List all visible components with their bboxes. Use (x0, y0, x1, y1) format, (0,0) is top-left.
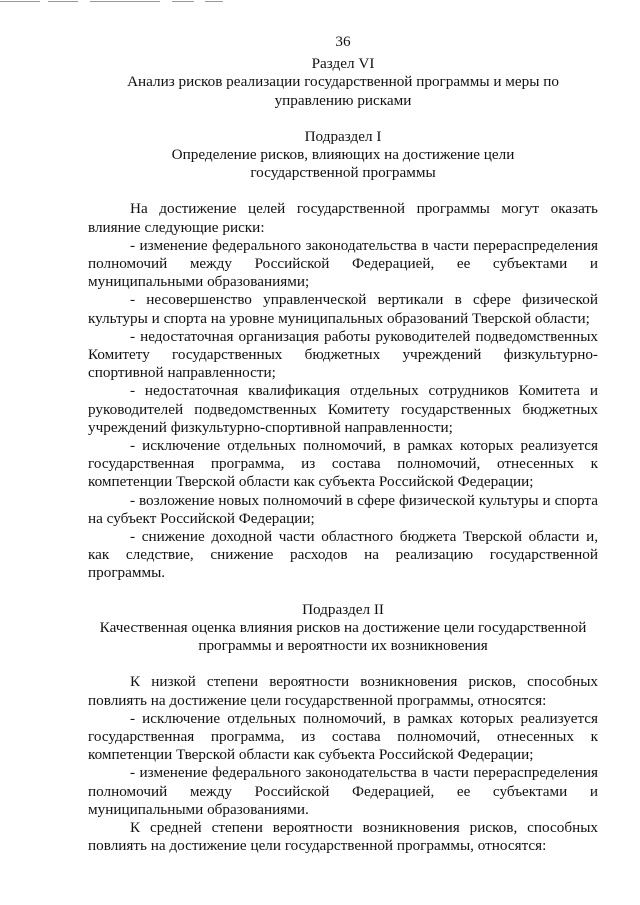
section-title: Раздел VI (311, 55, 375, 73)
scan-top-marks (0, 0, 640, 6)
document-page (88, 33, 598, 855)
subsection1-intro: На достижение целей государственной программы могут оказать влияние следующие риски: (88, 200, 598, 236)
risk-item: - снижение доходной части областного бюджета Тверской области и, как следствие, снижение расходов на реализацию государственной программы. (88, 528, 598, 582)
risk-item: - несовершенство управленческой вертикали в сфере физической культуры и спорта на уровне муниципальных образований Тверской области; (88, 291, 598, 327)
medium-probability-intro: К средней степени вероятности возникновения рисков, способных повлиять на достижение цели государственной программы, относятся: (88, 818, 598, 855)
risk-item: - недостаточная организация работы руководителей подведомственных Комитету государственных бюджетных учреждений физкультурно-спортивной направленности; (88, 327, 598, 382)
low-probability-intro: К низкой степени вероятности возникновения рисков, способных повлиять на достижение цели государственной программы, относятся: (88, 673, 598, 709)
page-number: 36 (335, 33, 351, 50)
risk-item: - недостаточная квалификация отдельных сотрудников Комитета и руководителей подведомственных Комитету государственных бюджетных учреждений физкультурно-спортивной направленности; (88, 382, 598, 436)
low-risk-item: - изменение федерального законодательства в части перераспределения полномочий между Российской Федерацией, ее субъектами и муниципальными образованиями. (88, 764, 598, 818)
section-heading: Анализ рисков реализации государственной программы и меры по управлению рисками (127, 73, 559, 109)
low-risk-item: - исключение отдельных полномочий, в рамках которых реализуется государственная программа, из состава полномочий, отнесенных к компетенции Тверской области как субъекта Российской Федерации; (88, 709, 598, 764)
subsection1-title: Подраздел I (304, 127, 382, 145)
subsection2-title: Подраздел II (302, 600, 384, 618)
subsection1-heading: Определение рисков, влияющих на достижение цели государственной программы (171, 146, 515, 182)
risk-item: - возложение новых полномочий в сфере физической культуры и спорта на субъект Российской Федерации; (88, 491, 598, 527)
risk-item: - изменение федерального законодательства в части перераспределения полномочий между Российской Федерацией, ее субъектами и муниципальными образованиями; (88, 236, 598, 291)
risk-item: - исключение отдельных полномочий, в рамках которых реализуется государственная программа, из состава полномочий, отнесенных к компетенции Тверской области как субъекта Российской Федерации; (88, 437, 598, 491)
subsection2-heading: Качественная оценка влияния рисков на достижение цели государственной программы и вероятности их возникновения (99, 618, 587, 655)
